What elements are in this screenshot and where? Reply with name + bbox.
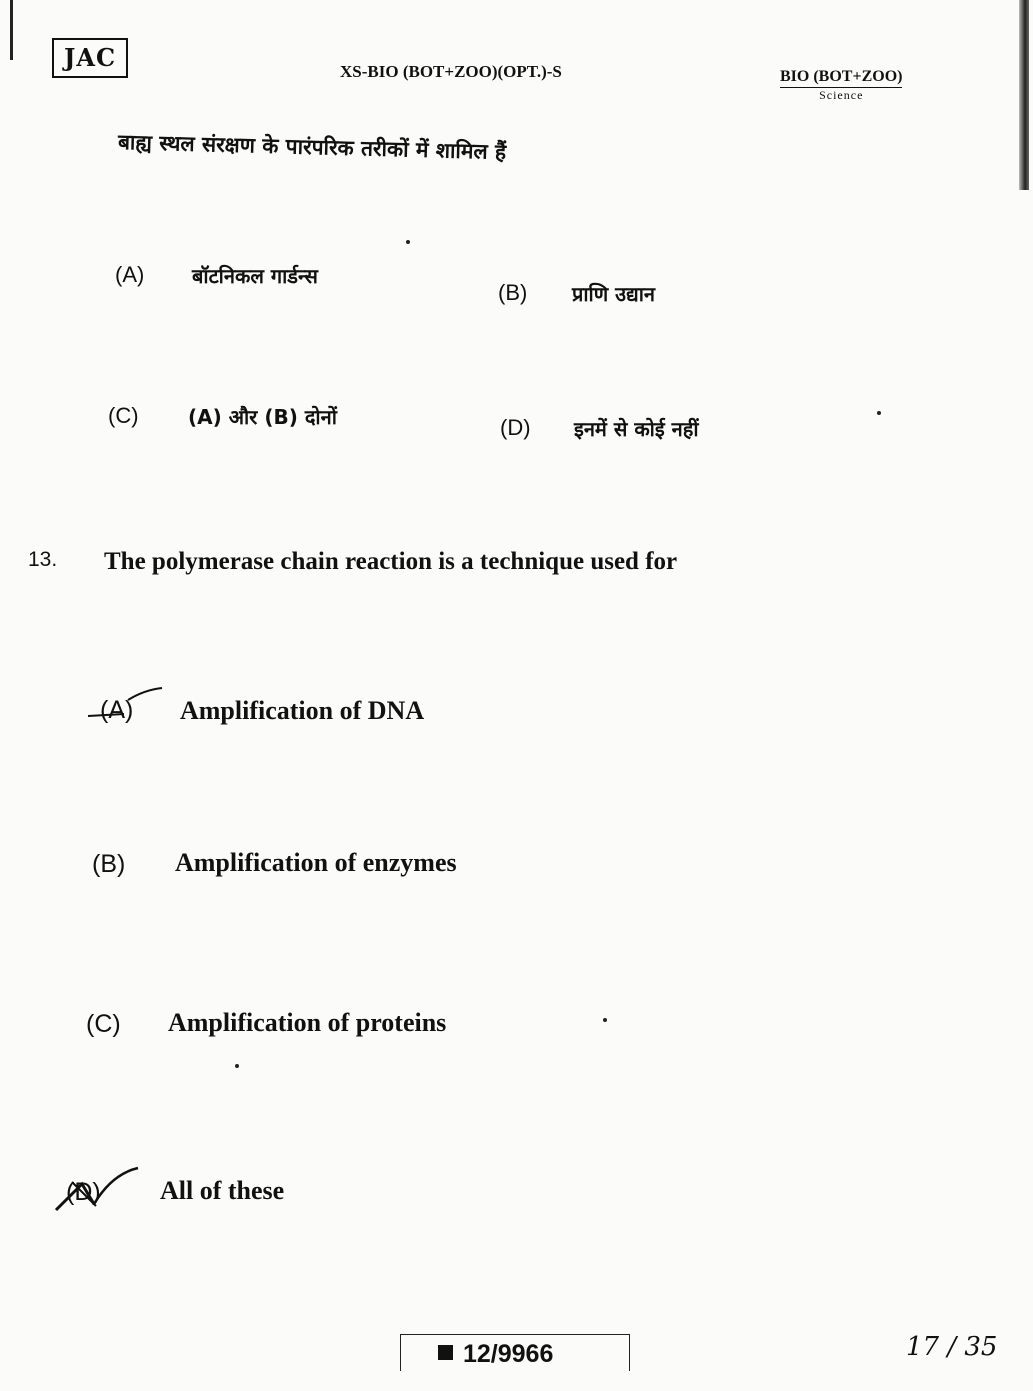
q12-option-b-label: (B) — [498, 280, 528, 305]
subject-subtitle: Science — [819, 88, 864, 102]
speck — [603, 1018, 607, 1022]
strike-mark-icon — [84, 686, 164, 726]
q12-option-c-text: (A) और (B) दोनों — [188, 405, 337, 429]
page-number: 17 / 35 — [906, 1332, 998, 1362]
q13-option-d-text: All of these — [160, 1176, 285, 1205]
q13-option-b-text: Amplification of enzymes — [175, 848, 457, 877]
q12-option-d-label: (D) — [500, 415, 531, 440]
q13-option-c-text: Amplification of proteins — [168, 1008, 447, 1037]
q13-option-b-label: (B) — [92, 850, 126, 878]
q12-option-b-text: प्राणि उद्यान — [572, 282, 656, 306]
speck — [406, 240, 410, 244]
subject-title: BIO (BOT+ZOO) — [780, 68, 902, 88]
jac-logo: JAC — [52, 38, 128, 78]
paper-code: XS-BIO (BOT+ZOO)(OPT.)-S — [340, 62, 562, 81]
q12-option-c-label: (C) — [108, 403, 139, 428]
q12-option-a-text: बॉटनिकल गार्डन्स — [192, 264, 318, 288]
page-edge-left — [10, 0, 13, 60]
answer-tick-icon — [52, 1164, 142, 1216]
q13-option-a-text: Amplification of DNA — [180, 696, 425, 725]
question-12-text: बाह्य स्थल संरक्षण के पारंपरिक तरीकों में शामिल हैं — [117, 130, 507, 165]
footer-code-text: 12/9966 — [463, 1340, 554, 1368]
page-edge-right — [1019, 0, 1029, 190]
square-bullet-icon — [438, 1345, 453, 1360]
q13-option-a-label: (A) — [100, 696, 134, 724]
speck — [877, 411, 881, 415]
footer-code — [438, 1340, 553, 1369]
question-13-text: The polymerase chain reaction is a technique used for — [104, 548, 678, 575]
q12-option-a-label: (A) — [115, 262, 145, 287]
speck — [235, 1064, 239, 1068]
q13-option-d-label: (D) — [66, 1178, 101, 1206]
question-13-number: 13. — [28, 548, 58, 571]
q12-option-d-text: इनमें से कोई नहीं — [574, 417, 699, 441]
q13-option-c-label: (C) — [86, 1010, 121, 1038]
subject-block — [780, 68, 902, 103]
